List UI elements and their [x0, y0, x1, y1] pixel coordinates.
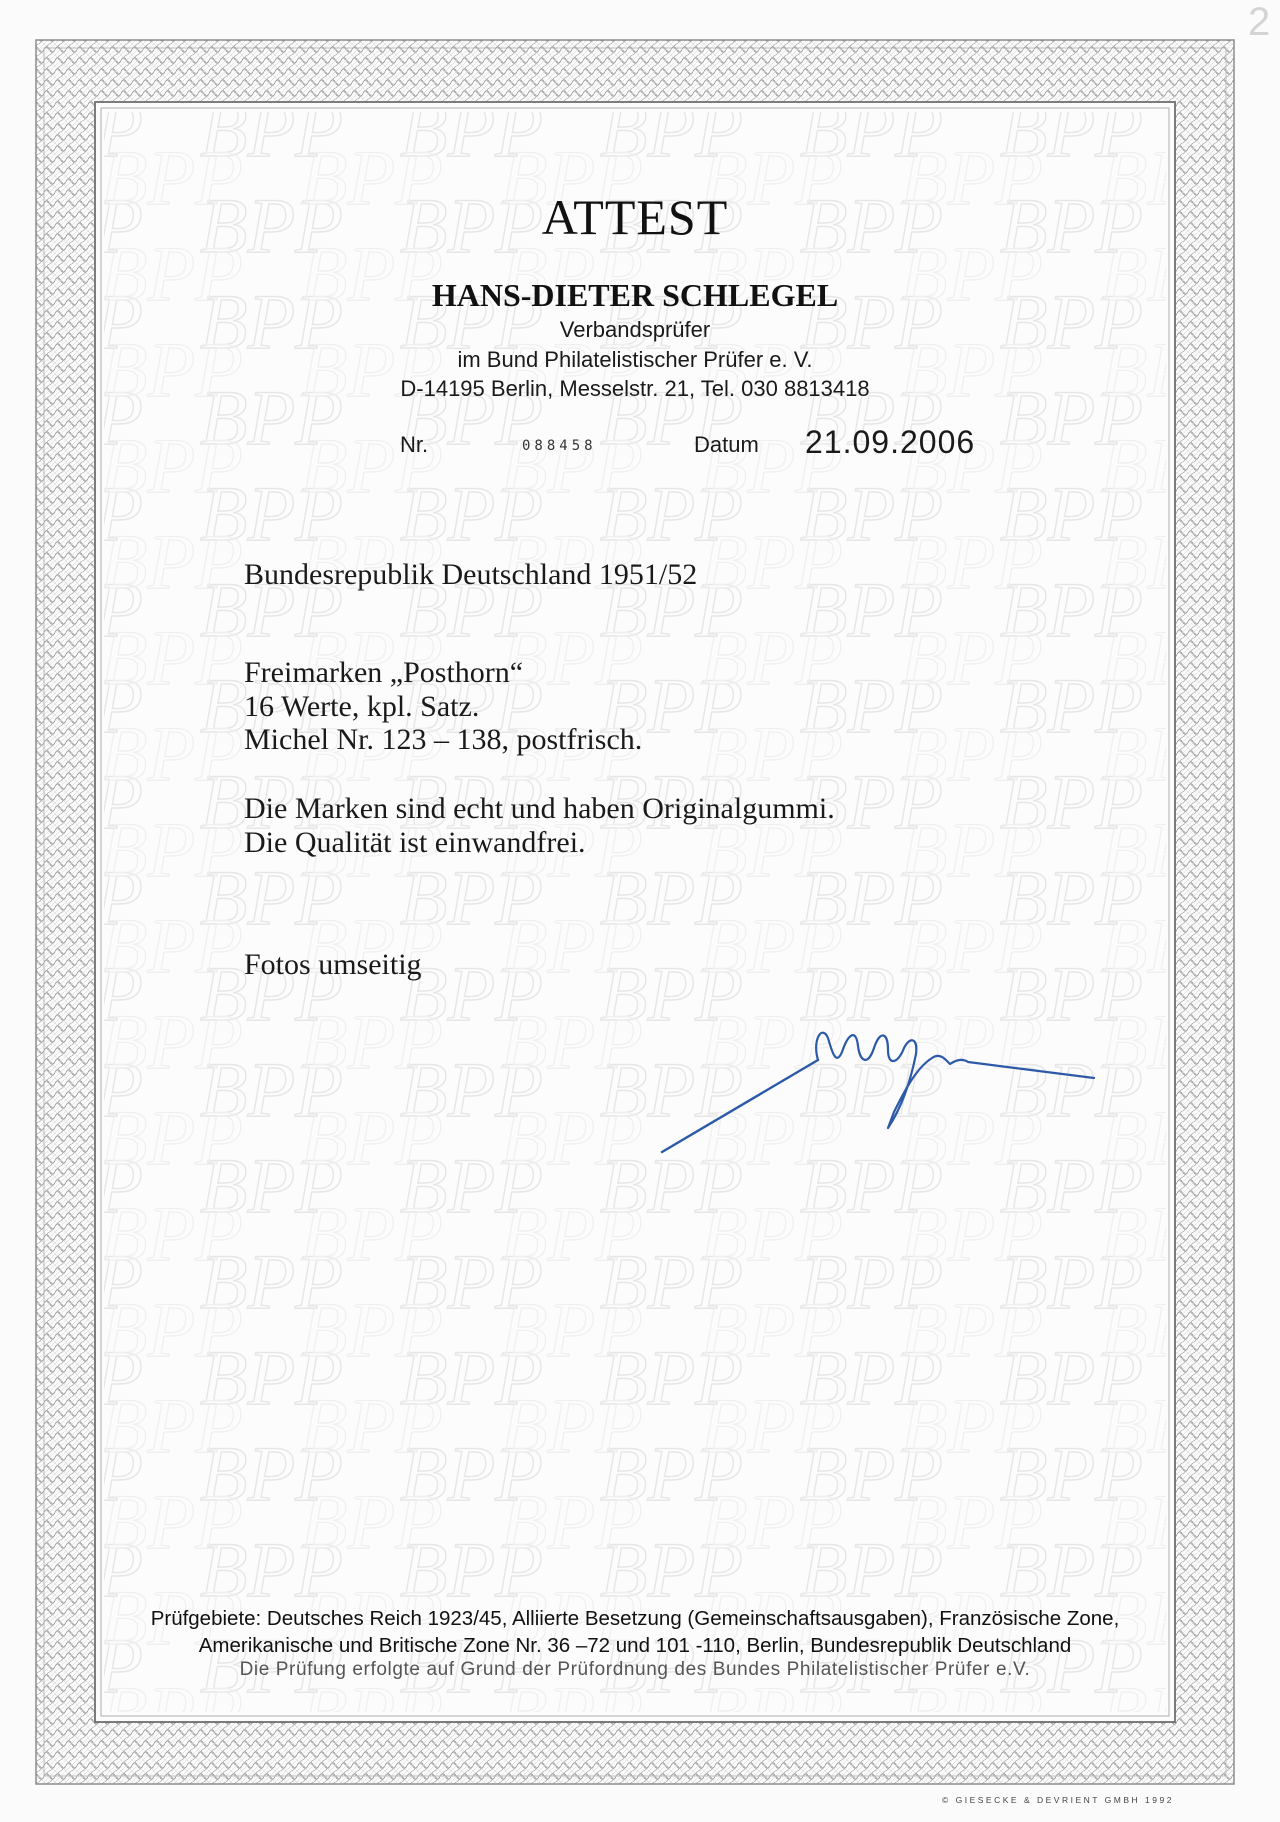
footer-exam-areas-cont: Amerikanische und Britische Zone Nr. 36 –72 und 101 -110, Berlin, Bundesrepublik Deutschland: [198, 1634, 1072, 1657]
photos-note: Fotos umseitig: [244, 948, 422, 981]
quality-statement: Die Qualität ist einwandfrei.: [244, 826, 586, 859]
examiner-role: Verbandsprüfer: [559, 317, 711, 342]
footer-exam-areas: Prüfgebiete: Deutsches Reich 1923/45, Alliierte Besetzung (Gemeinschaftsausgaben), Französische Zone,: [150, 1607, 1120, 1630]
corner-number: 2: [1248, 0, 1271, 44]
footer-regulation: Die Prüfung erfolgte auf Grund der Prüfordnung des Bundes Philatelistischer Prüfer e.V.: [239, 1659, 1031, 1680]
certificate-title: ATTEST: [541, 189, 729, 245]
organization: im Bund Philatelistischer Prüfer e. V.: [457, 347, 813, 372]
stamp-issue: Bundesrepublik Deutschland 1951/52: [244, 558, 698, 591]
certificate-number: 088458: [522, 438, 597, 454]
catalog-numbers: Michel Nr. 123 – 138, postfrisch.: [244, 723, 643, 756]
address: D-14195 Berlin, Messelstr. 21, Tel. 030 8813418: [400, 376, 870, 401]
examiner-name: HANS-DIETER SCHLEGEL: [431, 277, 839, 313]
date-value: 21.09.2006: [805, 424, 976, 460]
date-label: Datum: [694, 432, 759, 457]
stamp-series: Freimarken „Posthorn“: [244, 656, 524, 689]
authenticity-statement: Die Marken sind echt und haben Originalgummi.: [244, 792, 835, 825]
printer-imprint: © GIESECKE & DEVRIENT GMBH 1992: [942, 1795, 1174, 1805]
number-label: Nr.: [400, 432, 429, 457]
stamp-set: 16 Werte, kpl. Satz.: [244, 690, 480, 723]
